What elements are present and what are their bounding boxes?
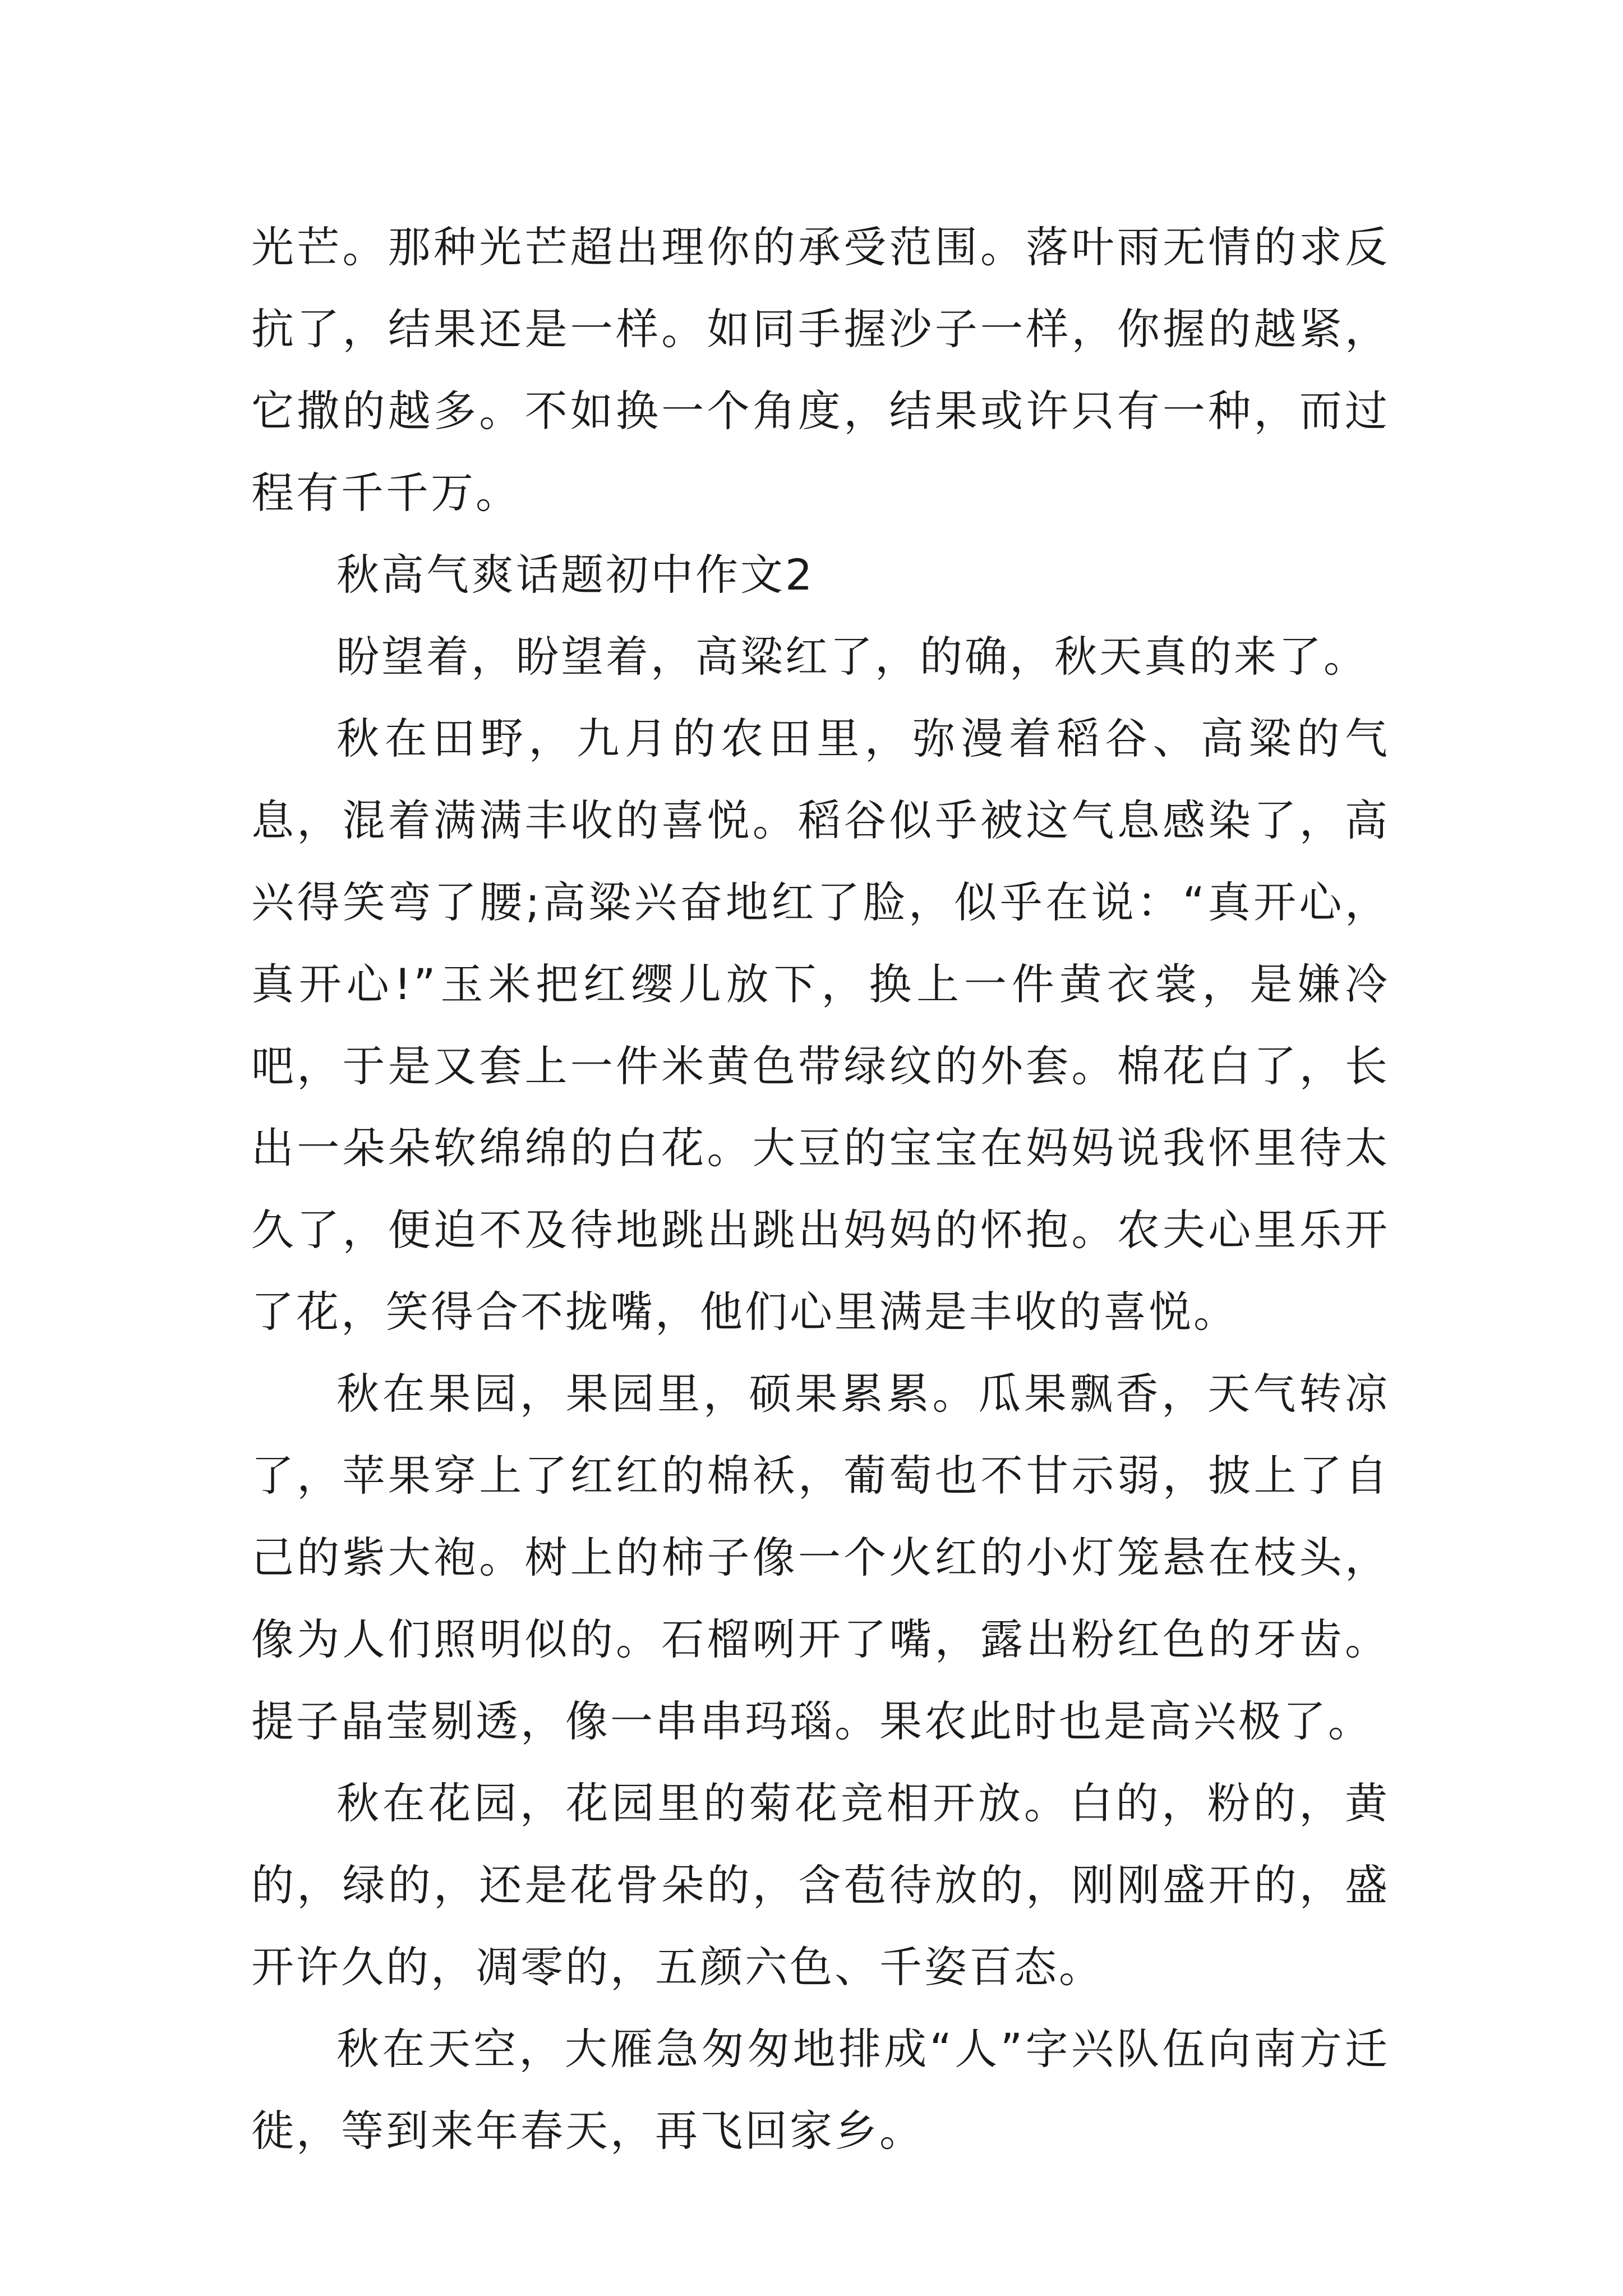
paragraph-continuation: 光芒。那种光芒超出理你的承受范围。落叶雨无情的求反抗了，结果还是一样。如同手握沙子一样，你握的越紧，它撒的越多。不如换一个角度，结果或许只有一种，而过程有千千万。 (251, 222, 1390, 518)
essay-title: 秋高气爽话题初中作文2 (336, 550, 815, 600)
paragraph: 秋在田野，九月的农田里，弥漫着稻谷、高粱的气息，混着满满丰收的喜悦。稻谷似乎被这气息感染了，高兴得笑弯了腰;高粱兴奋地红了脸，似乎在说：“真开心，真开心!”玉米把红缨儿放下，换上一件黄衣裳，是嫌冷吧，于是又套上一件米黄色带绿纹的外套。棉花白了，长出一朵朵软绵绵的白花。大豆的宝宝在妈妈说我怀里待太久了，便迫不及待地跳出跳出妈妈的怀抱。农夫心里乐开了花，笑得合不拢嘴，他们心里满是丰收的喜悦。 (251, 714, 1390, 1337)
paragraph: 盼望着，盼望着，高粱红了，的确，秋天真的来了。 (336, 632, 1368, 682)
paragraph: 秋在花园，花园里的菊花竞相开放。白的，粉的，黄的，绿的，还是花骨朵的，含苞待放的，刚刚盛开的，盛开许久的，凋零的，五颜六色、千姿百态。 (251, 1778, 1390, 1992)
paragraph: 秋在果园，果园里，硕果累累。瓜果飘香，天气转凉了，苹果穿上了红红的棉袄，葡萄也不甘示弱，披上了自己的紫大袍。树上的柿子像一个火红的小灯笼悬在枝头，像为人们照明似的。石榴咧开了嘴，露出粉红色的牙齿。提子晶莹剔透，像一串串玛瑙。果农此时也是高兴极了。 (251, 1369, 1390, 1746)
document-body (251, 206, 1390, 2172)
paragraph: 秋在天空，大雁急匆匆地排成“人”字兴队伍向南方迁徙，等到来年春天，再飞回家乡。 (251, 2024, 1390, 2156)
